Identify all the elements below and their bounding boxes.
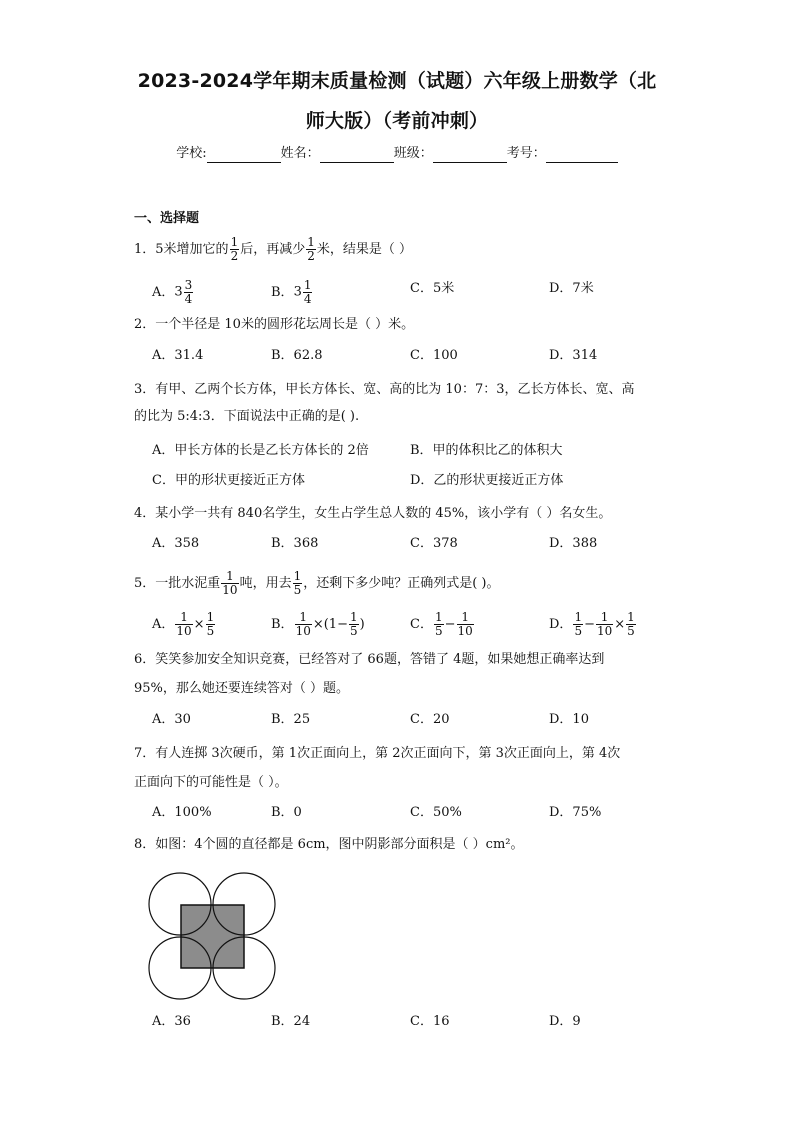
q5-option-c[interactable]: C． $\frac{1}{5}$ − $\frac{1}{10}$ (410, 610, 473, 638)
q1-text-part2: 后，再减少 (240, 242, 306, 257)
q4-option-a[interactable]: A．358 (152, 536, 200, 551)
circle-top-left (149, 873, 211, 935)
q2-option-b[interactable]: B．62.8 (271, 348, 323, 363)
question-3-line2: 的比为 5:4:3．下面说法中正确的是( ). (134, 409, 360, 424)
school-label: 学校: (176, 146, 207, 161)
q7-option-c[interactable]: C．50% (410, 805, 462, 820)
name-blank[interactable] (320, 148, 394, 163)
q1-number: 1． (134, 242, 156, 257)
q8-option-b[interactable]: B．24 (271, 1014, 311, 1029)
question-6-line2: 95%，那么她还要连续答对（ ）题。 (134, 681, 350, 696)
q2-option-d[interactable]: D．314 (549, 348, 598, 363)
section-heading: 一、选择题 (134, 211, 200, 226)
question-5: 5．一批水泥重 $\frac{1}{10}$ 吨，用去 $\frac{1}{5}$ ，还剩下多少吨？正确列式是( )。 (134, 569, 500, 597)
q7-option-a[interactable]: A．100% (152, 805, 212, 820)
q2-option-a[interactable]: A．31.4 (152, 348, 204, 363)
question-2: 2．一个半径是 10米的圆形花坛周长是（ ）米。 (134, 317, 415, 332)
q5-option-a[interactable]: A． $\frac{1}{10}$ × $\frac{1}{5}$ (152, 610, 215, 638)
q5-fraction-1: $\frac{1}{10}$ (222, 569, 238, 597)
class-label: 班级： (393, 146, 433, 161)
q6-option-a[interactable]: A．30 (152, 712, 191, 727)
question-4: 4．某小学一共有 840名学生，女生占学生总人数的 45%，该小学有（ ）名女生。 (134, 506, 612, 521)
question-7-line1: 7．有人连掷 3次硬币，第 1次正面向上，第 2次正面向下，第 3次正面向上，第 4次 (134, 746, 621, 761)
q1-option-c[interactable]: C．5米 (410, 281, 455, 296)
q7-option-d[interactable]: D．75% (549, 805, 602, 820)
student-info-line (120, 145, 674, 163)
q5-option-b[interactable]: B． $\frac{1}{10}$ ×(1− $\frac{1}{5}$ ) (271, 610, 365, 638)
q8-option-d[interactable]: D．9 (549, 1014, 581, 1029)
q3-option-d[interactable]: D．乙的形状更接近正方体 (410, 473, 564, 488)
q4-option-d[interactable]: D．388 (549, 536, 598, 551)
school-blank[interactable] (207, 148, 281, 163)
number-label: 考号： (506, 146, 546, 161)
number-blank[interactable] (546, 148, 618, 163)
q2-option-c[interactable]: C．100 (410, 348, 458, 363)
shaded-square (181, 905, 244, 968)
q5-option-d[interactable]: D． $\frac{1}{5}$ − $\frac{1}{10}$ × $\frac{1}{5}$ (549, 610, 635, 638)
q3-option-b[interactable]: B．甲的体积比乙的体积大 (410, 443, 563, 458)
q1-option-b[interactable]: B．3 $\frac{1}{4}$ (271, 278, 312, 306)
question-7-line2: 正面向下的可能性是（ ）。 (134, 775, 288, 790)
class-blank[interactable] (433, 148, 507, 163)
four-circles-figure (140, 866, 280, 1008)
q6-option-c[interactable]: C．20 (410, 712, 450, 727)
q1-fraction-1: $\frac{1}{2}$ (230, 235, 239, 263)
name-label: 姓名： (280, 146, 320, 161)
q8-option-c[interactable]: C．16 (410, 1014, 450, 1029)
question-6-line1: 6．笑笑参加安全知识竞赛，已经答对了 66题，答错了 4题，如果她想正确率达到 (134, 652, 605, 667)
q6-option-b[interactable]: B．25 (271, 712, 311, 727)
q5-fraction-2: $\frac{1}{5}$ (293, 569, 302, 597)
q3-option-a[interactable]: A．甲长方体的长是乙长方体长的 2倍 (152, 443, 369, 458)
q1-text-part1: 5米增加它的 (155, 242, 229, 257)
exam-title-line1: 2023-2024学年期末质量检测（试题）六年级上册数学（北 (137, 70, 657, 92)
q7-option-b[interactable]: B．0 (271, 805, 302, 820)
question-3-line1: 3．有甲、乙两个长方体，甲长方体长、宽、高的比为 10：7：3，乙长方体长、宽、高 (134, 382, 635, 397)
q4-option-c[interactable]: C．378 (410, 536, 458, 551)
q6-option-d[interactable]: D．10 (549, 712, 589, 727)
exam-title-line2: 师大版）（考前冲刺） (305, 110, 489, 132)
q1-fraction-2: $\frac{1}{2}$ (307, 235, 315, 263)
q3-option-c[interactable]: C．甲的形状更接近正方体 (152, 473, 305, 488)
q4-option-b[interactable]: B．368 (271, 536, 319, 551)
q1-option-a[interactable]: A．3 $\frac{3}{4}$ (152, 278, 193, 306)
q1-text-part3: 米，结果是（ ） (316, 242, 412, 257)
q8-option-a[interactable]: A．36 (152, 1014, 191, 1029)
question-1 (134, 236, 412, 263)
question-8: 8．如图：4个圆的直径都是 6cm，图中阴影部分面积是（ ）cm²。 (134, 837, 524, 852)
q1-option-d[interactable]: D．7米 (549, 281, 594, 296)
